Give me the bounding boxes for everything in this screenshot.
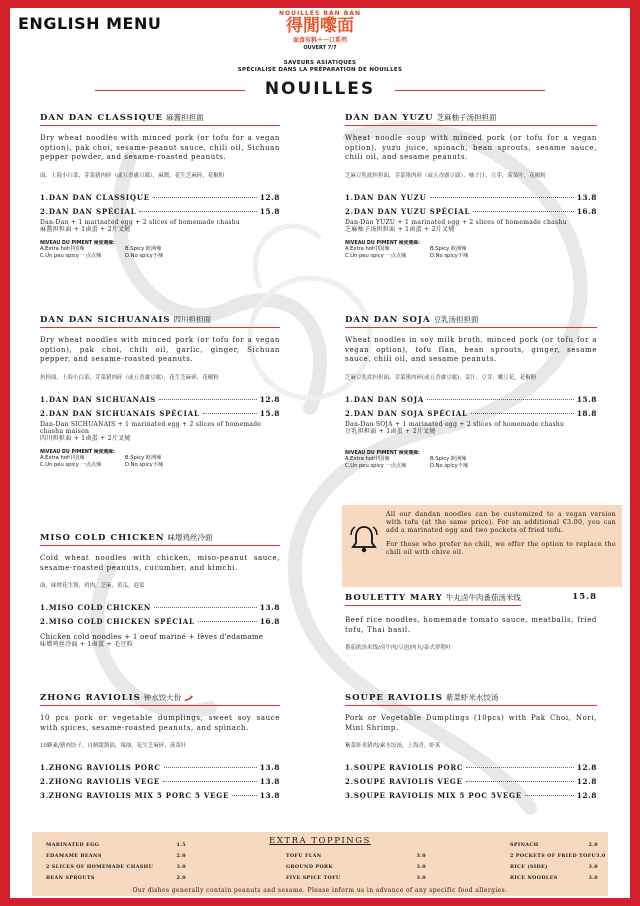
topping-row: RICE NOODLES 3.0 bbox=[510, 875, 598, 881]
restaurant-logo bbox=[265, 10, 375, 51]
menu-item: 1.MISO COLD CHICKEN 13.8 bbox=[40, 603, 280, 612]
dish-name: SOUPE RAVIOLIS bbox=[345, 693, 443, 703]
menu-item: 2.MISO COLD CHICKEN SPÉCIAL 16.8 bbox=[40, 617, 280, 626]
opening-days: OUVERT 7/7 bbox=[303, 45, 337, 51]
dish-title bbox=[40, 112, 280, 126]
special-note-cn: 麻醬担担面 + 1鹵蛋 + 2片叉燒 bbox=[40, 225, 131, 233]
dish-bouletty-mary bbox=[345, 592, 597, 653]
dish-description: Cold wheat noodles with chicken, miso-peanut sauce, sesame-roasted peanuts, cucumber, and kimchi. bbox=[40, 554, 280, 572]
topping-row: GROUND PORK 3.0 bbox=[286, 864, 426, 870]
menu-item: 3.SOUPE RAVIOLIS MIX 5 POC 5VEGE 12.8 bbox=[345, 791, 597, 800]
topping-row: RICE (SIDE) 3.0 bbox=[510, 864, 598, 870]
menu-page bbox=[10, 8, 630, 898]
special-note-cn: 味增鸡丝冷面 + 1鹵蛋 + 毛豆粒 bbox=[40, 641, 133, 648]
menu-item: 1.DAN DAN YUZU 13.8 bbox=[345, 192, 597, 202]
menu-item: 2.DAN DAN SPÉCIAL 15.8 bbox=[40, 206, 280, 216]
spice-level-heading: NIVEAU DU PIMENT 辣度選擇: bbox=[40, 240, 115, 246]
dish-name: BOULETTY MARY bbox=[345, 593, 443, 603]
dish-name-cn: 麻酱担担面 bbox=[166, 113, 204, 122]
spice-level-heading: NIVEAU DU PIMENT 辣度選擇: bbox=[40, 449, 115, 455]
topping-row: BEAN SPROUTS 2.0 bbox=[46, 875, 186, 881]
dish-description-cn: 紫菜虾米猪肉/素水饺汤，上海青，虾米 bbox=[345, 743, 441, 749]
special-note: Chicken cold noodles + 1 oeuf mariné + fèves d'edamame bbox=[40, 633, 264, 641]
menu-item: 1.DAN DAN SOJA 15.8 bbox=[345, 394, 597, 404]
special-note: Dan-Dan SICHUANAIS + 1 marinated egg + 2 slices of homemade chashu maison bbox=[40, 420, 262, 435]
menu-item: 2.SOUPE RAVIOLIS VEGE 12.8 bbox=[345, 777, 597, 786]
spice-levels: A.Extra hot中国辣 B.Spicy 欧洲辣 C.Un peu spicy 一点点辣 D.No spicy不辣 bbox=[345, 245, 469, 259]
menu-item: 1.ZHONG RAVIOLIS PORC 13.8 bbox=[40, 763, 280, 772]
dish-name-cn: 牛丸卤牛肉番茄汤米线 bbox=[445, 593, 521, 602]
dish-title bbox=[40, 532, 280, 546]
dish-dan-dan-classique bbox=[40, 112, 280, 260]
english-menu-title: ENGLISH MENU bbox=[18, 14, 162, 33]
dish-name: DAN DAN CLASSIQUE bbox=[40, 113, 164, 123]
dish-price: 15.8 bbox=[572, 592, 597, 602]
topping-row: 2 SLICES OF HOMEMADE CHASHU 3.0 bbox=[46, 864, 186, 870]
special-note: Dan-Dan + 1 marinated egg + 2 slices of homemade chashu bbox=[40, 218, 241, 226]
topping-row: MARINATED EGG 1.5 bbox=[46, 842, 186, 848]
dish-description: Beef rice noodles, homemade tomato sauce, meatballs, fried tofu, Thai basil. bbox=[345, 616, 597, 634]
dish-description-cn: 面，味增花生酱，鸡肉，芝麻，黄瓜，泡菜 bbox=[40, 583, 145, 589]
dish-description-cn: 10颗素/猪肉饺子，自制甜酱油，辣油，花生芝麻碎，菠菜叶 bbox=[40, 743, 187, 749]
dish-dan-dan-yuzu bbox=[345, 112, 597, 260]
dish-description-cn: 番茄浓汤米线/卤牛肉/豆泡/肉丸/泰式萝勒叶 bbox=[345, 645, 452, 651]
menu-item: 3.ZHONG RAVIOLIS MIX 5 PORC 5 VEGE 13.8 bbox=[40, 791, 280, 800]
special-note-cn: 四川担担面 + 1鹵蛋 + 2片叉燒 bbox=[40, 434, 131, 442]
dish-title bbox=[345, 692, 597, 706]
menu-item: 1.DAN DAN SICHUANAIS 12.8 bbox=[40, 394, 280, 404]
chili-pepper-icon bbox=[184, 695, 193, 701]
toppings-title: EXTRA TOPPINGS bbox=[269, 836, 371, 846]
dish-description-cn: 芝麻豆乳底担担面，芽菜猪肉碎（或五香盧豆腐），柚子汁，豆芽，菠菜叶，花椒粉 bbox=[345, 172, 546, 179]
toppings-column-1 bbox=[46, 840, 186, 884]
dish-description: Wheat noodles in soy milk broth, minced pork (or tofu for a vegan option), tofu flan, bean sprouts, ginger, sesame sauce, chili oil, and sesame peanuts. bbox=[345, 336, 597, 363]
dish-name: DAN DAN SICHUANAIS bbox=[40, 315, 171, 325]
dish-dan-dan-soja bbox=[345, 314, 597, 470]
dish-zhong-raviolis bbox=[40, 692, 280, 803]
dish-name-cn: 芝麻柚子汤担担面 bbox=[436, 113, 497, 122]
spice-levels: A.Extra hot中国辣 B.Spicy 欧洲辣 C.Un peu spicy 一点点辣 D.No spicy不辣 bbox=[345, 455, 469, 469]
dish-description-cn: 担担面，上海小白菜，芽菜猪肉碎（或五香盧豆腐），花生芝麻碎，花椒粉 bbox=[40, 374, 219, 381]
menu-item: 2.DAN DAN YUZU SPÉCIAL 16.8 bbox=[345, 206, 597, 216]
topping-row: 2 POCKETS OF FRIED TOFU 3.0 bbox=[510, 853, 606, 859]
special-note-cn: 芝麻柚子汤担担面 + 1鹵蛋 + 2片叉燒 bbox=[345, 225, 455, 233]
dish-name: ZHONG RAVIOLIS bbox=[40, 693, 141, 703]
topping-row: SPINACH 2.0 bbox=[510, 842, 598, 848]
dish-description: 10 pcs pork or vegetable dumplings, sweet soy sauce with spices, sesame-roasted peanuts, and spinach. bbox=[40, 714, 280, 732]
dish-name-cn: 紫菜虾米水饺汤 bbox=[445, 693, 499, 702]
spice-levels: A.Extra hot中国辣 B.Spicy 欧洲辣 C.Un peu spicy 一点点辣 D.No spicy不辣 bbox=[40, 245, 164, 259]
dish-title bbox=[345, 112, 597, 126]
dish-name-cn: 钟水饺大份 bbox=[143, 693, 182, 702]
dish-description: Dry wheat noodles with minced pork (or tofu for a vegan option), pak choi, chili oil, garlic, ginger, Sichuan pepper, and sesame-roasted peanuts. bbox=[40, 336, 280, 363]
vegan-info-box bbox=[342, 505, 622, 587]
dish-name: DAN DAN YUZU bbox=[345, 113, 434, 123]
topping-row: FIVE SPICE TOFU 3.0 bbox=[286, 875, 426, 881]
dish-description-cn: 面，上海小白菜，芽菜猪肉碎（或五香盧豆腐），麻醬，花生芝麻碎，花椒粉 bbox=[40, 172, 225, 179]
dish-title bbox=[40, 692, 280, 706]
vegan-info-text: All our dandan noodles can be customized to a vegan version with tofu (at the same price). For an additional €3.00, you can add a marinated egg and two pockets of fried tofu. bbox=[386, 511, 616, 534]
tagline-2: SPÉCIALISÉ DANS LA PRÉPARATION DE NOUILLES bbox=[237, 67, 403, 73]
dish-description: Pork or Vegetable Dumplings (10pcs) with Pak Choi, Nori, Mini Shrimp. bbox=[345, 714, 597, 732]
menu-item: 1.SOUPE RAVIOLIS PORC 12.8 bbox=[345, 763, 597, 772]
extra-toppings-panel bbox=[32, 832, 608, 896]
bell-icon bbox=[348, 523, 380, 555]
special-note: Dan-Dan YUZU + 1 marinated egg + 2 slices of homemade chashu bbox=[345, 218, 567, 226]
topping-row: EDAMAME BEANS 2.0 bbox=[46, 853, 186, 859]
menu-item: 2.DAN DAN SICHUANAIS SPÉCIAL 15.8 bbox=[40, 408, 280, 418]
dish-dan-dan-sichuanais bbox=[40, 314, 280, 469]
menu-item: 1.DAN DAN CLASSIQUE 12.8 bbox=[40, 192, 280, 202]
dish-name-cn: 豆乳汤担担面 bbox=[433, 315, 479, 324]
brand-subtitle: 面食有料＋一口系列 bbox=[292, 37, 347, 44]
dish-description: Dry wheat noodles with minced pork (or tofu for a vegan option), pak choi, sesame-peanut sauce, chili oil, Sichuan pepper powder, and sesame-roasted peanuts. bbox=[40, 134, 280, 161]
dish-miso-cold-chicken bbox=[40, 532, 280, 648]
tagline-1: SAVEURS ASIATIQUES bbox=[283, 60, 357, 66]
topping-row: TOFU FLAN 3.0 bbox=[286, 853, 426, 859]
toppings-column-3 bbox=[510, 840, 606, 884]
dish-name: DAN DAN SOJA bbox=[345, 315, 431, 325]
spice-level-heading: NIVEAU DU PIMENT 辣度選擇: bbox=[345, 450, 420, 456]
dish-name-cn: 味增鸡丝冷面 bbox=[167, 533, 213, 542]
dish-name-cn: 四川担担面 bbox=[173, 315, 212, 324]
special-note-cn: 豆乳担担面 + 1鹵蛋 + 2片叉燒 bbox=[345, 427, 436, 435]
dish-title bbox=[345, 314, 597, 328]
dish-title bbox=[345, 592, 597, 608]
dish-soupe-raviolis bbox=[345, 692, 597, 803]
dish-description-cn: 芝麻豆乳底担担面，芽菜猪肉碎(或五香盧豆腐)，姜汁，豆芽，嫩豆花，花椒粉 bbox=[345, 374, 537, 381]
dish-name: MISO COLD CHICKEN bbox=[40, 533, 165, 543]
dish-title bbox=[40, 314, 280, 328]
brand-top-text: NOUILLES BAN BAN bbox=[279, 10, 361, 17]
dish-description: Wheat noodle soup with minced pork (or tofu for a vegan option), yuzu juice, spinach, bean sprouts, sesame sauce, chili oil, and sesame peanuts. bbox=[345, 134, 597, 161]
toppings-column-2 bbox=[286, 851, 426, 884]
allergy-notice: Our dishes generally contain peanuts and sesame. Please inform us in advance of any specific food allergies. bbox=[132, 887, 508, 894]
no-chili-info-text: For those who prefer no chili, we offer the option to replace the chili oil with chive oil. bbox=[386, 541, 616, 556]
section-title: NOUILLES bbox=[264, 79, 376, 99]
menu-item: 2.ZHONG RAVIOLIS VEGE 13.8 bbox=[40, 777, 280, 786]
brand-name: 得閒嚟面 bbox=[286, 16, 354, 36]
spice-level-heading: NIVEAU DU PIMENT 辣度選擇: bbox=[345, 240, 420, 246]
special-note: Dan-Dan SOJA + 1 marinated egg + 2 slices of homemade chashu bbox=[345, 420, 565, 428]
spice-levels: A.Extra hot中国辣 B.Spicy 欧洲辣 C.Un peu spicy 一点点辣 D.No spicy不辣 bbox=[40, 454, 164, 468]
menu-item: 2.DAN DAN SOJA SPÉCIAL 18.8 bbox=[345, 408, 597, 418]
